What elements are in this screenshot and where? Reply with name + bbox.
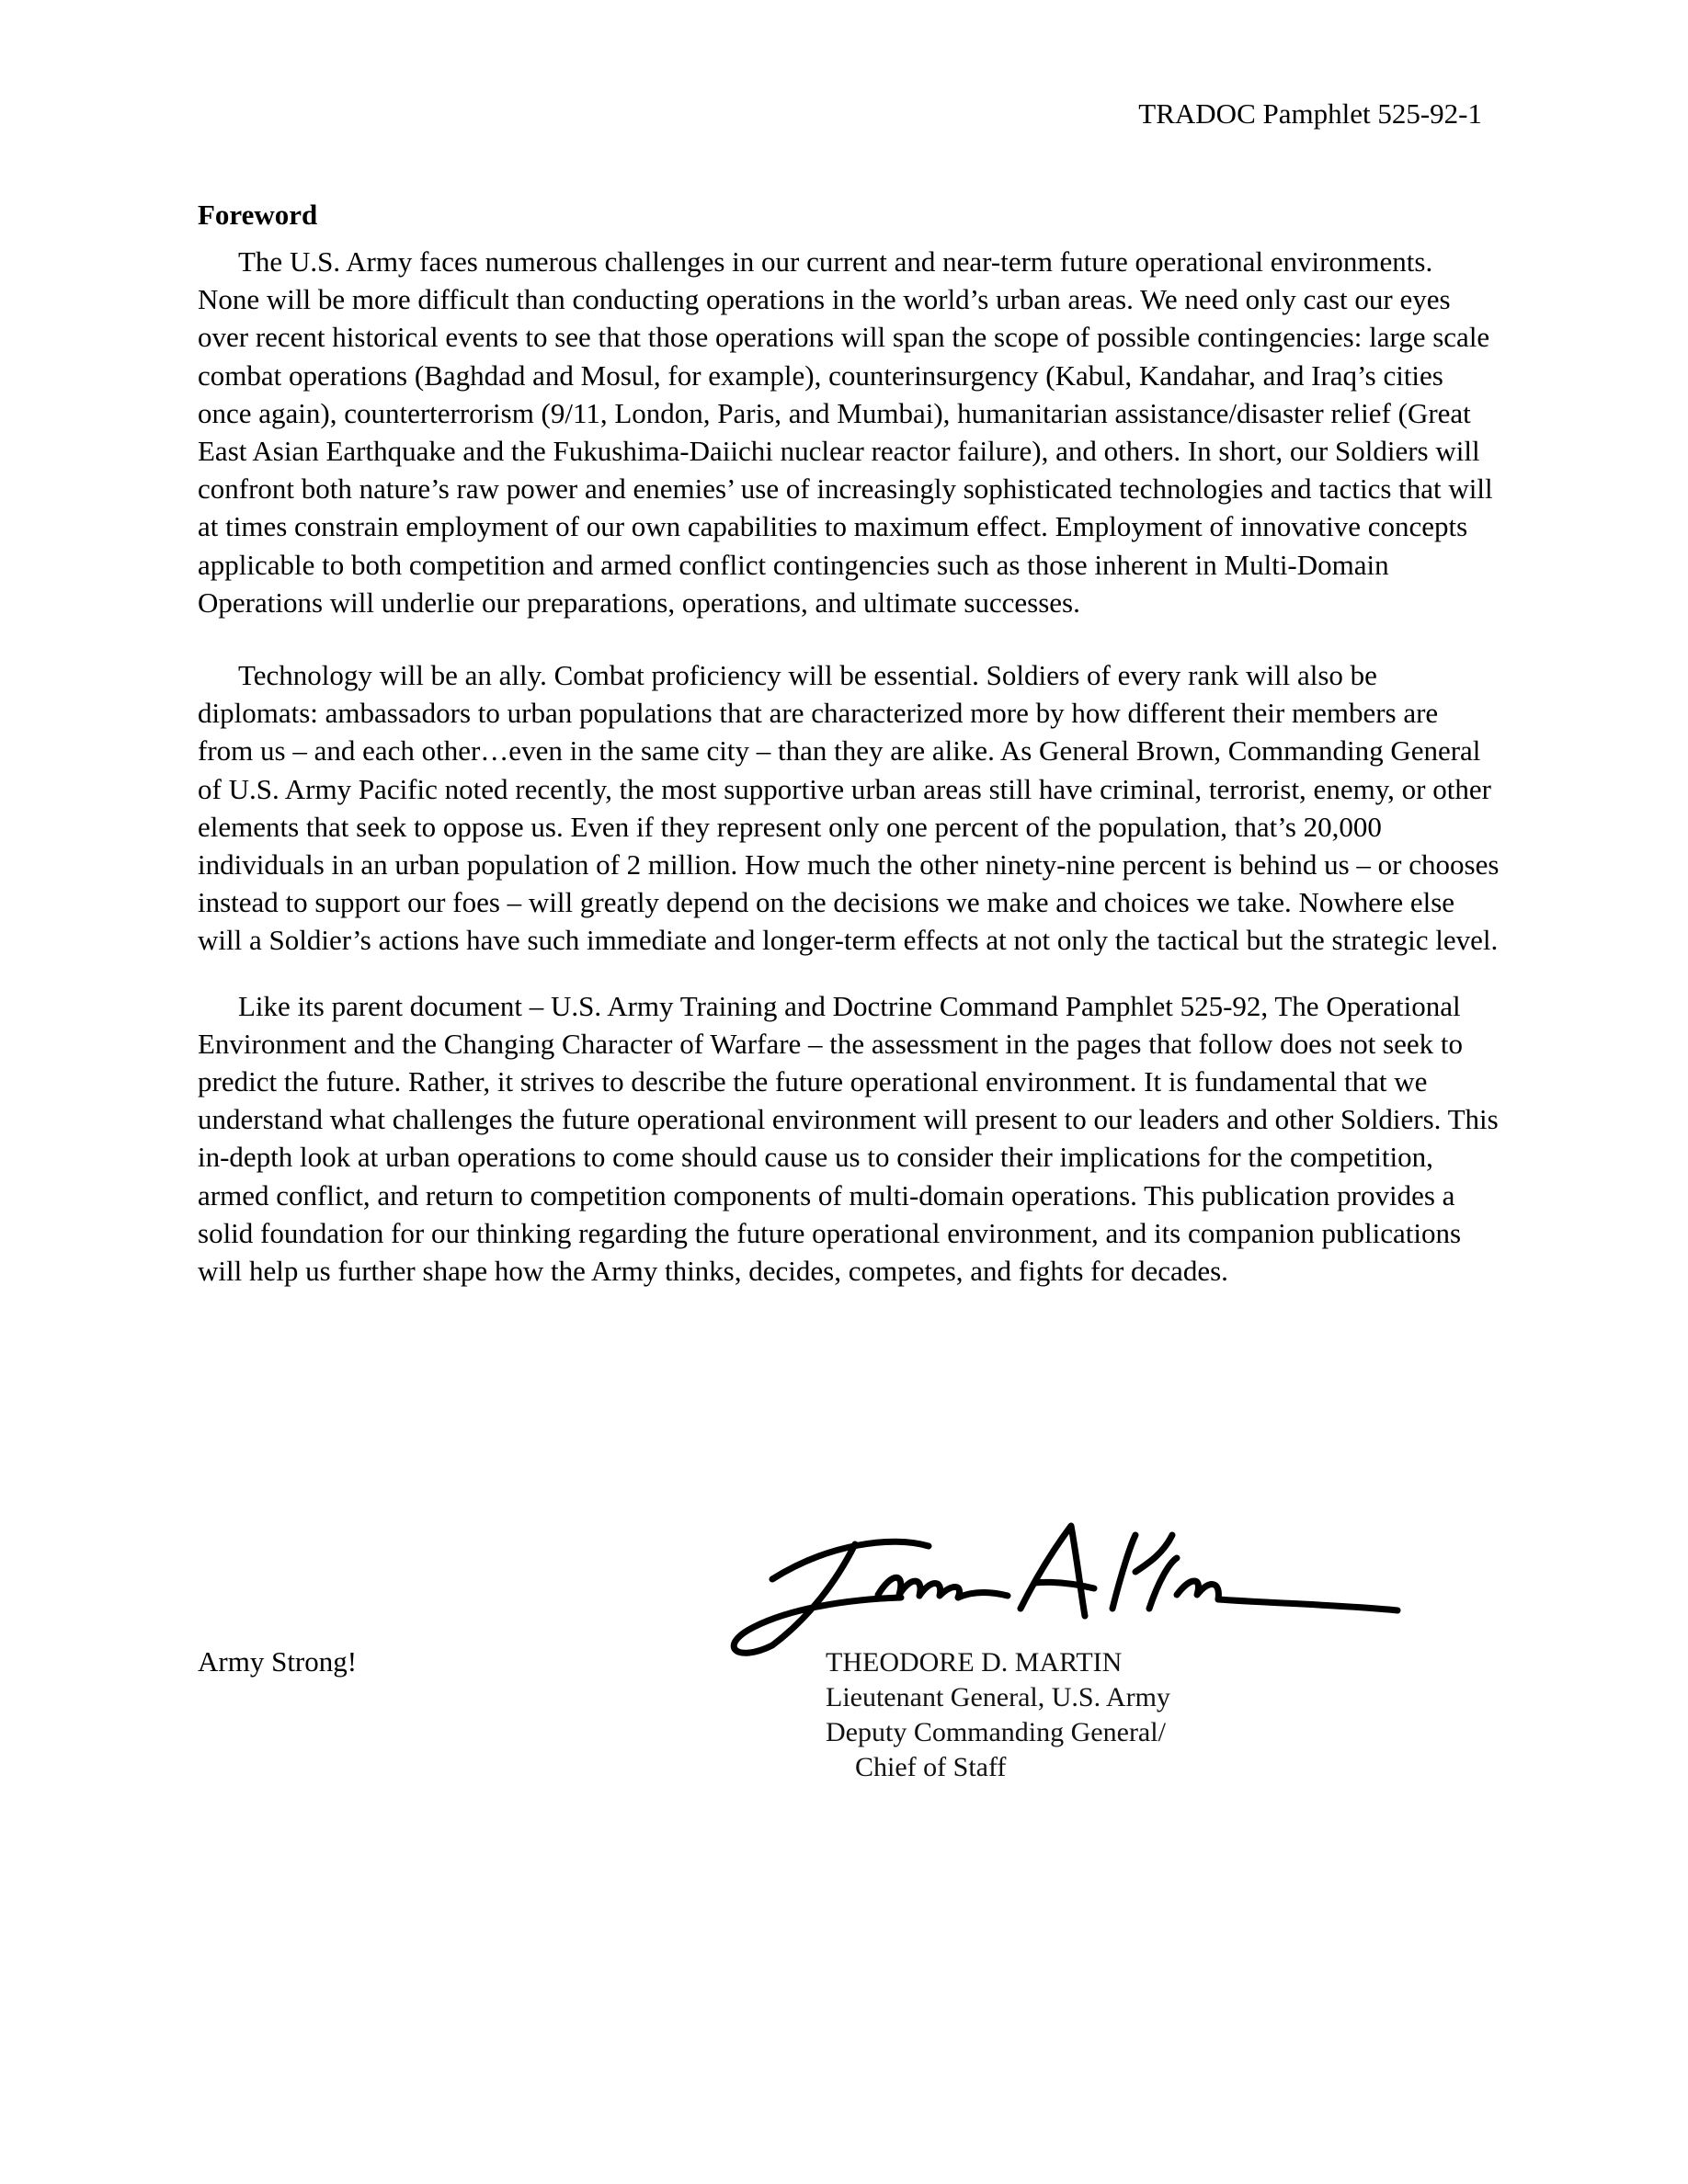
foreword-paragraph-2: Technology will be an ally. Combat proficiency will be essential. Soldiers of every rank will also be diplomats: ambassadors to urban populations that are characterized more by how different their members are from us – and each other…even in the same city – than they are alike. As General Brown, Commanding General of U.S. Army Pacific noted recently, the most supportive urban areas still have criminal, terrorist, enemy, or other elements that seek to oppose us. Even if they represent only one percent of the population, that’s 20,000 individuals in an urban population of 2 million. How much the other ninety-nine percent is behind us – or chooses instead to support our foes – will greatly depend on the decisions we make and choices we take. Nowhere else will a Soldier’s actions have such immediate and longer-term effects at not only the tactical but the strategic level. xyxy=(198,659,1500,957)
foreword-paragraph-1: The U.S. Army faces numerous challenges in our current and near-term future operational environments. None will be more difficult than conducting operations in the world’s urban areas. We need only cast our eyes over recent historical events to see that those operations will span the scope of possible contingencies: large scale combat operations (Baghdad and Mosul, for example), counterinsurgency (Kabul, Kandahar, and Iraq’s cities once again), counterterrorism (9/11, London, Paris, and Mumbai), humanitarian assistance/disaster relief (Great East Asian Earthquake and the Fukushima-Daiichi nuclear reactor failure), and others. In short, our Soldiers will confront both nature’s raw power and enemies’ use of increasingly sophisticated technologies and tactics that will at times constrain employment of our own capabilities to maximum effect. Employment of innovative concepts applicable to both competition and armed conflict contingencies such as those inherent in Multi-Domain Operations will underlie our preparations, operations, and ultimate successes. xyxy=(198,245,1493,619)
foreword-heading: Foreword xyxy=(198,199,318,231)
signatory-name: THEODORE D. MARTIN xyxy=(826,1647,1123,1678)
signatory-rank: Lieutenant General, U.S. Army xyxy=(826,1682,1170,1712)
closing-salutation: Army Strong! xyxy=(198,1645,358,1678)
signature-block xyxy=(826,1645,1170,1785)
document-reference: TRADOC Pamphlet 525-92-1 xyxy=(1138,97,1482,130)
signatory-title: Deputy Commanding General/ xyxy=(826,1717,1166,1747)
foreword-paragraph-3: Like its parent document – U.S. Army Training and Doctrine Command Pamphlet 525-92, The Operational Environment and the Changing Character of Warfare – the assessment in the pages that follow does not seek to predict the future. Rather, it strives to describe the future operational environment. It is fundamental that we understand what challenges the future operational environment will present to our leaders and other Soldiers. This in-depth look at urban operations to come should cause us to consider their implications for the competition, armed conflict, and return to competition components of multi-domain operations. This publication provides a solid foundation for our thinking regarding the future operational environment, and its companion publications will help us further shape how the Army thinks, decides, competes, and fights for decades. xyxy=(198,989,1499,1288)
signatory-title-continued: Chief of Staff xyxy=(855,1752,1007,1782)
foreword-section xyxy=(198,197,1500,1290)
